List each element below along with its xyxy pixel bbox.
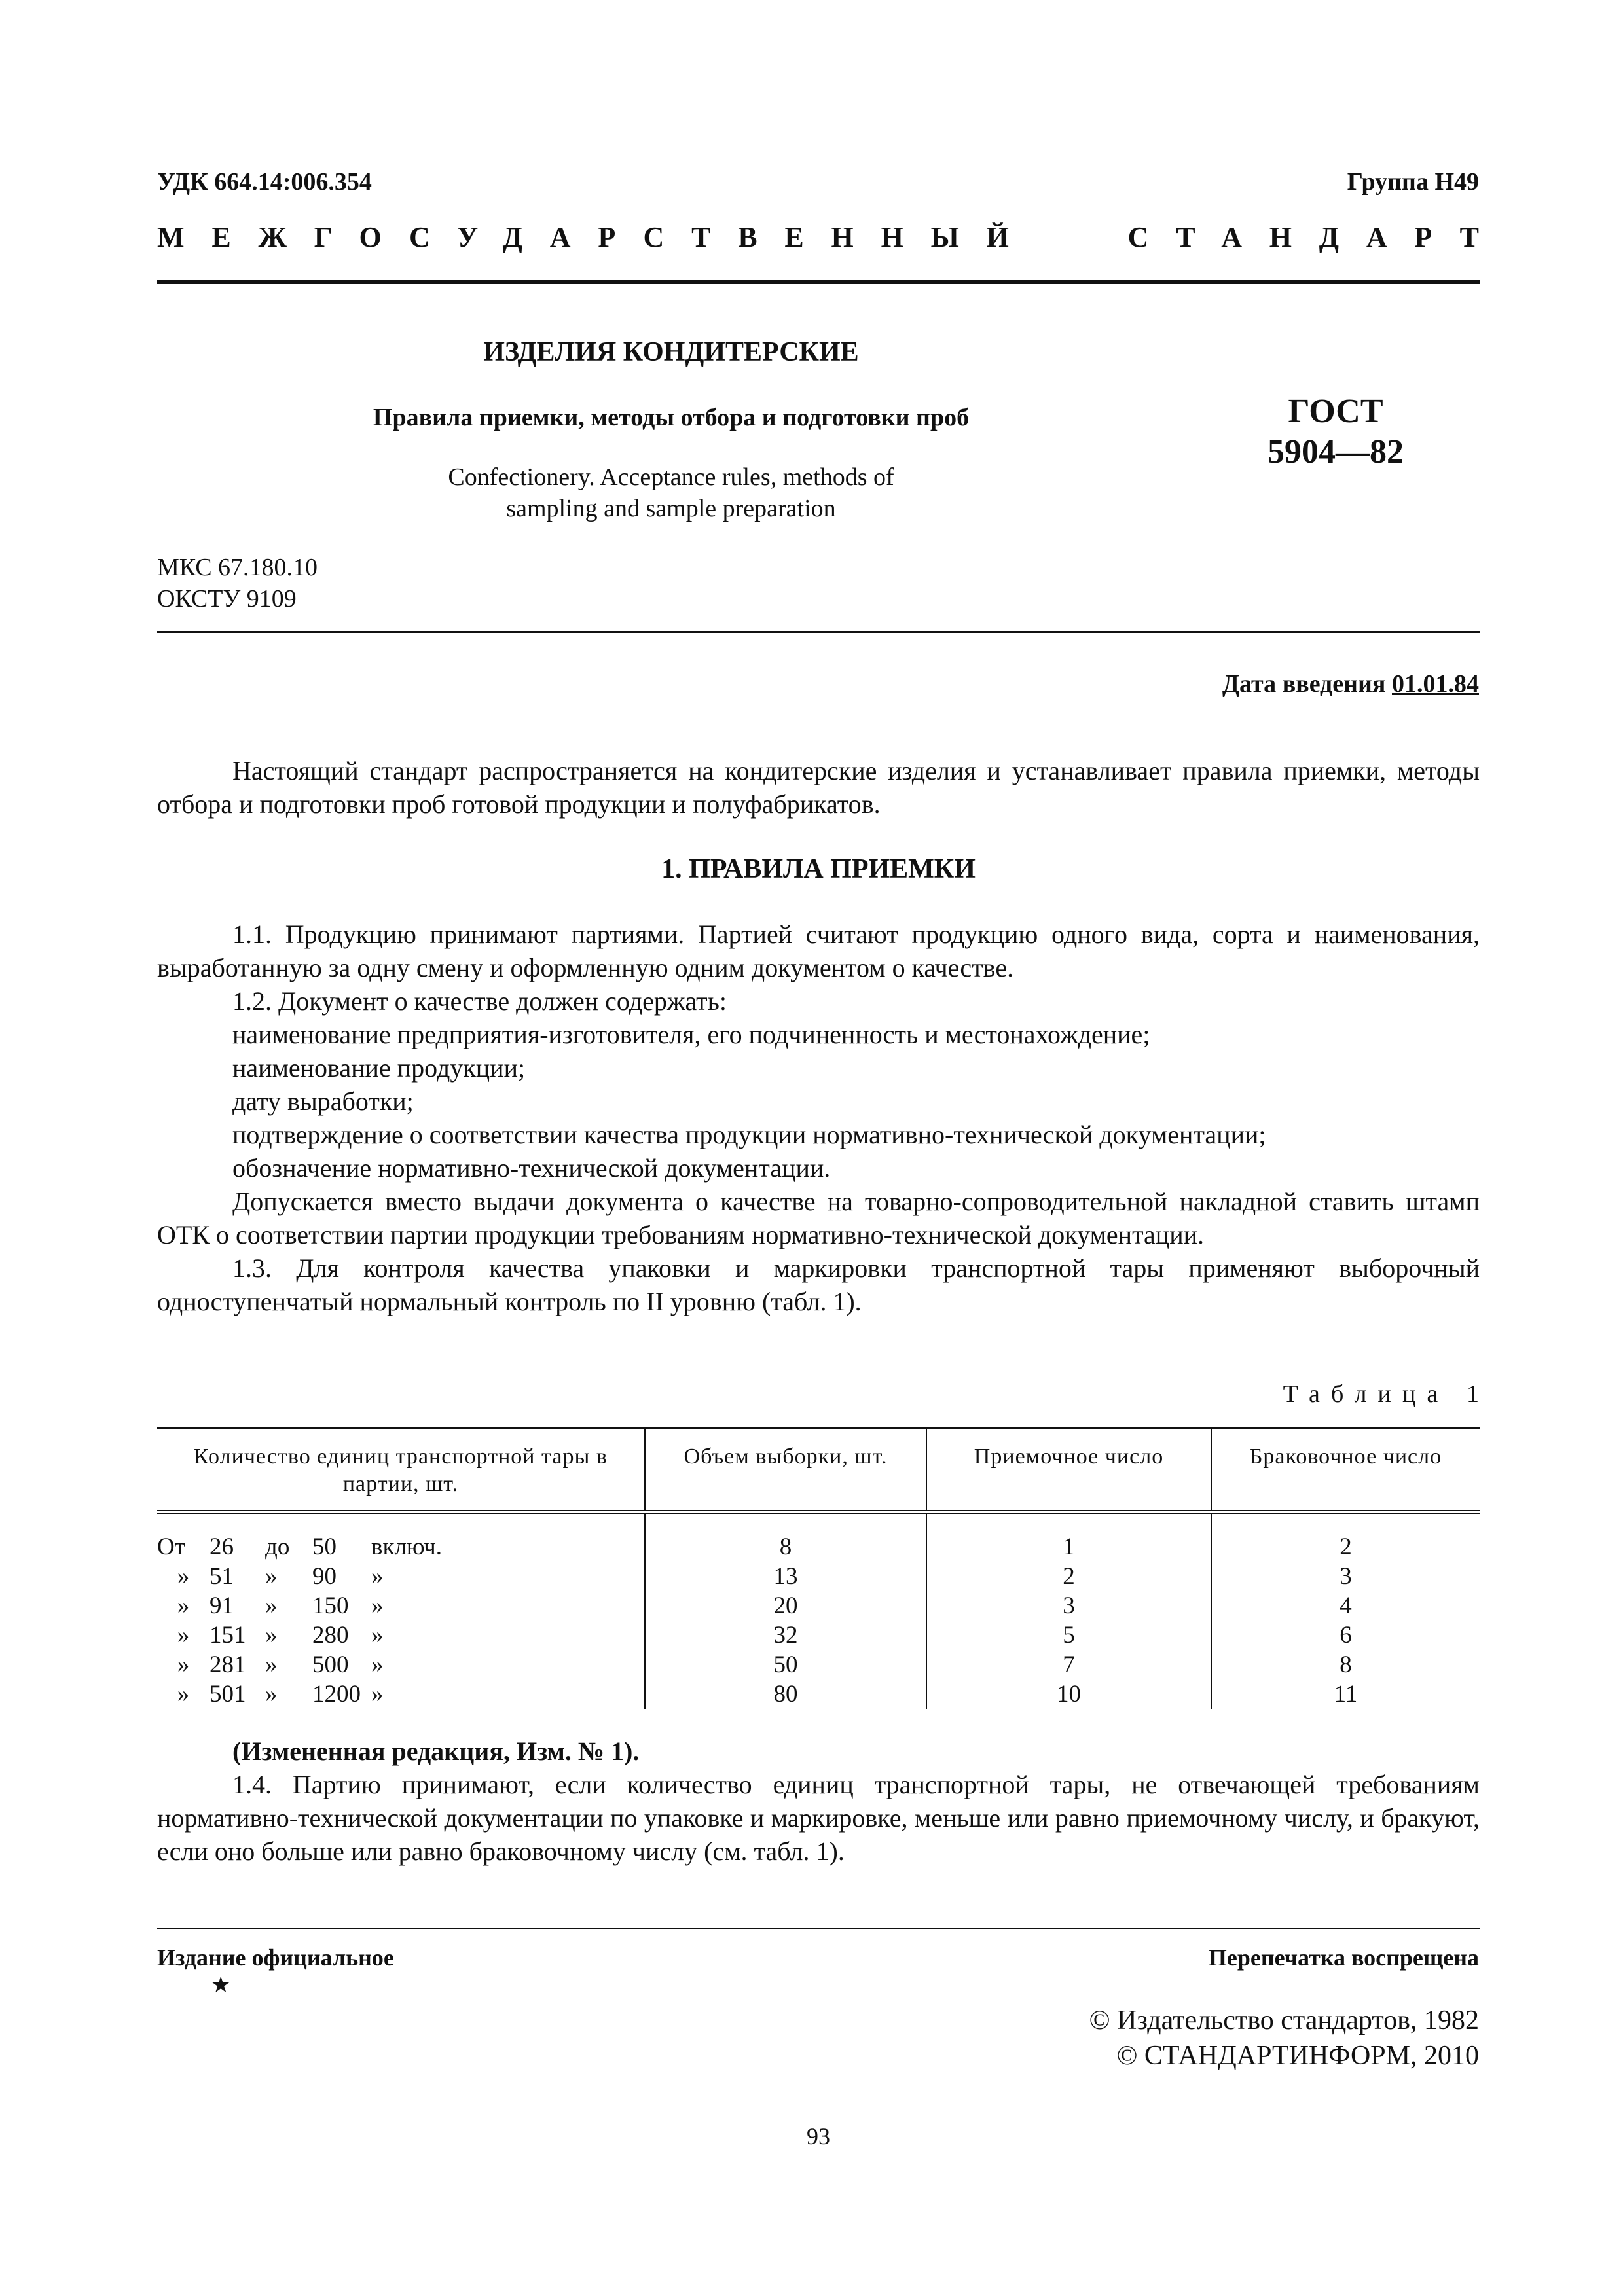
clause-1-3: 1.3. Для контроля качества упаковки и маркировки транспортной тары применяют выборочный одноступенчатый нормальный контроль по II уровню (табл. 1). [157, 1253, 1480, 1316]
accept-cell: 5 [926, 1621, 1211, 1650]
list-item: наименование продукции; [232, 1053, 526, 1083]
table-row [157, 1679, 1480, 1709]
lot-size-cell: » 501 » 1200 » [177, 1681, 384, 1708]
page-number: 93 [807, 2123, 830, 2149]
table-row [157, 1562, 1480, 1591]
table-row [157, 1512, 1480, 1562]
codes-rule [157, 631, 1480, 633]
accept-cell: 2 [926, 1562, 1211, 1591]
lot-size-cell: » 91 » 150 » [177, 1592, 384, 1619]
clause-1-4: 1.4. Партию принимают, если количество единиц транспортной тары, не отвечающей требованиям нормативно-технической документации по упаковке и маркировке, меньше или равно приемочному числу, и бракуют, если оно больше или равно браковочному числу (см. табл. 1). [157, 1770, 1480, 1866]
sample-cell: 80 [645, 1679, 926, 1709]
section-1-body [157, 918, 1480, 1318]
header-acceptance-number: Приемочное число [926, 1428, 1211, 1513]
sample-cell: 50 [645, 1650, 926, 1679]
reprint-notice: Перепечатка воспрещена [1208, 1945, 1479, 1971]
mks-code: МКС 67.180.10 [157, 554, 318, 581]
list-item: наименование предприятия-изготовителя, его подчиненность и местонахождение; [232, 1020, 1150, 1049]
accept-cell: 1 [926, 1512, 1211, 1562]
copyright-block [1089, 2003, 1479, 2073]
english-title-line-1: Confectionery. Acceptance rules, methods of [448, 463, 894, 491]
footer-rule [157, 1928, 1480, 1929]
reject-cell: 8 [1211, 1650, 1480, 1679]
section-1-continued [157, 1734, 1480, 1868]
table-row [157, 1621, 1480, 1650]
udk-code: УДК 664.14:006.354 [157, 168, 372, 196]
table-caption: Таблица 1 [1283, 1380, 1491, 1408]
document-subtitle: Правила приемки, методы отбора и подготовки проб [373, 404, 970, 431]
list-item: дату выработки; [232, 1086, 414, 1116]
lot-size-cell: От 26 до 50 включ. [157, 1534, 443, 1560]
accept-cell: 10 [926, 1679, 1211, 1709]
lot-size-cell: » 151 » 280 » [177, 1622, 384, 1649]
standard-word-2: СТАНДАРТ [1127, 221, 1506, 253]
gost-designation [1192, 391, 1480, 473]
english-title-line-2: sampling and sample preparation [506, 495, 836, 522]
table-row [157, 1591, 1480, 1621]
english-title [157, 461, 1185, 524]
header-lot-size: Количество единиц транспортной тары в партии, шт. [194, 1444, 608, 1496]
intro-paragraph [157, 754, 1480, 821]
sample-cell: 13 [645, 1562, 926, 1591]
reject-cell: 4 [1211, 1591, 1480, 1621]
copyright-line-2: © СТАНДАРТИНФОРМ, 2010 [1116, 2041, 1479, 2071]
intro-date [1222, 668, 1479, 700]
list-item: подтверждение о соответствии качества продукции нормативно-технической документации; [232, 1120, 1266, 1149]
official-edition: Издание официальное [157, 1945, 394, 1971]
section-1-heading: 1. ПРАВИЛА ПРИЕМКИ [661, 854, 976, 884]
copyright-line-1: © Издательство стандартов, 1982 [1089, 2005, 1479, 2036]
reject-cell: 2 [1211, 1512, 1480, 1562]
standard-word-1: МЕЖГОСУДАРСТВЕННЫЙ [157, 221, 1036, 253]
gost-number: 5904—82 [1267, 433, 1404, 471]
clause-allowance: Допускается вместо выдачи документа о качестве на товарно-сопроводительной накладной ставить штамп ОТК о соответствии партии продукции требованиям нормативно-технической документации. [157, 1187, 1480, 1249]
classification-codes [157, 552, 318, 615]
sample-cell: 32 [645, 1621, 926, 1650]
table-row [157, 1650, 1480, 1679]
intro-text: Настоящий стандарт распространяется на кондитерские изделия и устанавливает правила приемки, методы отбора и подготовки проб готовой продукции и полуфабрикатов. [157, 756, 1480, 819]
header-sample-size: Объем выборки, шт. [645, 1428, 926, 1513]
okstu-code: ОКСТУ 9109 [157, 585, 297, 613]
sample-cell: 20 [645, 1591, 926, 1621]
clause-1-1: 1.1. Продукцию принимают партиями. Партией считают продукцию одного вида, сорта и наименования, выработанную за одну смену и оформленную одним документом о качестве. [157, 920, 1480, 982]
reject-cell: 3 [1211, 1562, 1480, 1591]
reject-cell: 11 [1211, 1679, 1480, 1709]
clause-1-2: 1.2. Документ о качестве должен содержать: [232, 986, 727, 1016]
table-header-row [157, 1428, 1480, 1513]
reject-cell: 6 [1211, 1621, 1480, 1650]
header-rejection-number: Браковочное число [1211, 1428, 1480, 1513]
intro-date-value: 01.01.84 [1392, 670, 1479, 698]
sample-cell: 8 [645, 1512, 926, 1562]
lot-size-cell: » 51 » 90 » [177, 1563, 384, 1590]
intro-date-label: Дата введения [1222, 670, 1386, 698]
amendment-note: (Измененная редакция, Изм. № 1). [232, 1736, 640, 1766]
accept-cell: 7 [926, 1650, 1211, 1679]
lot-size-cell: » 281 » 500 » [177, 1651, 384, 1678]
group-code: Группа Н49 [1347, 168, 1479, 196]
list-item: обозначение нормативно-технической документации. [232, 1153, 831, 1183]
acceptance-table [157, 1427, 1480, 1709]
header-rule [157, 280, 1480, 284]
gost-label: ГОСТ [1288, 393, 1383, 430]
document-title: ИЗДЕЛИЯ КОНДИТЕРСКИЕ [483, 337, 859, 367]
star-icon: ★ [211, 1973, 231, 1998]
accept-cell: 3 [926, 1591, 1211, 1621]
